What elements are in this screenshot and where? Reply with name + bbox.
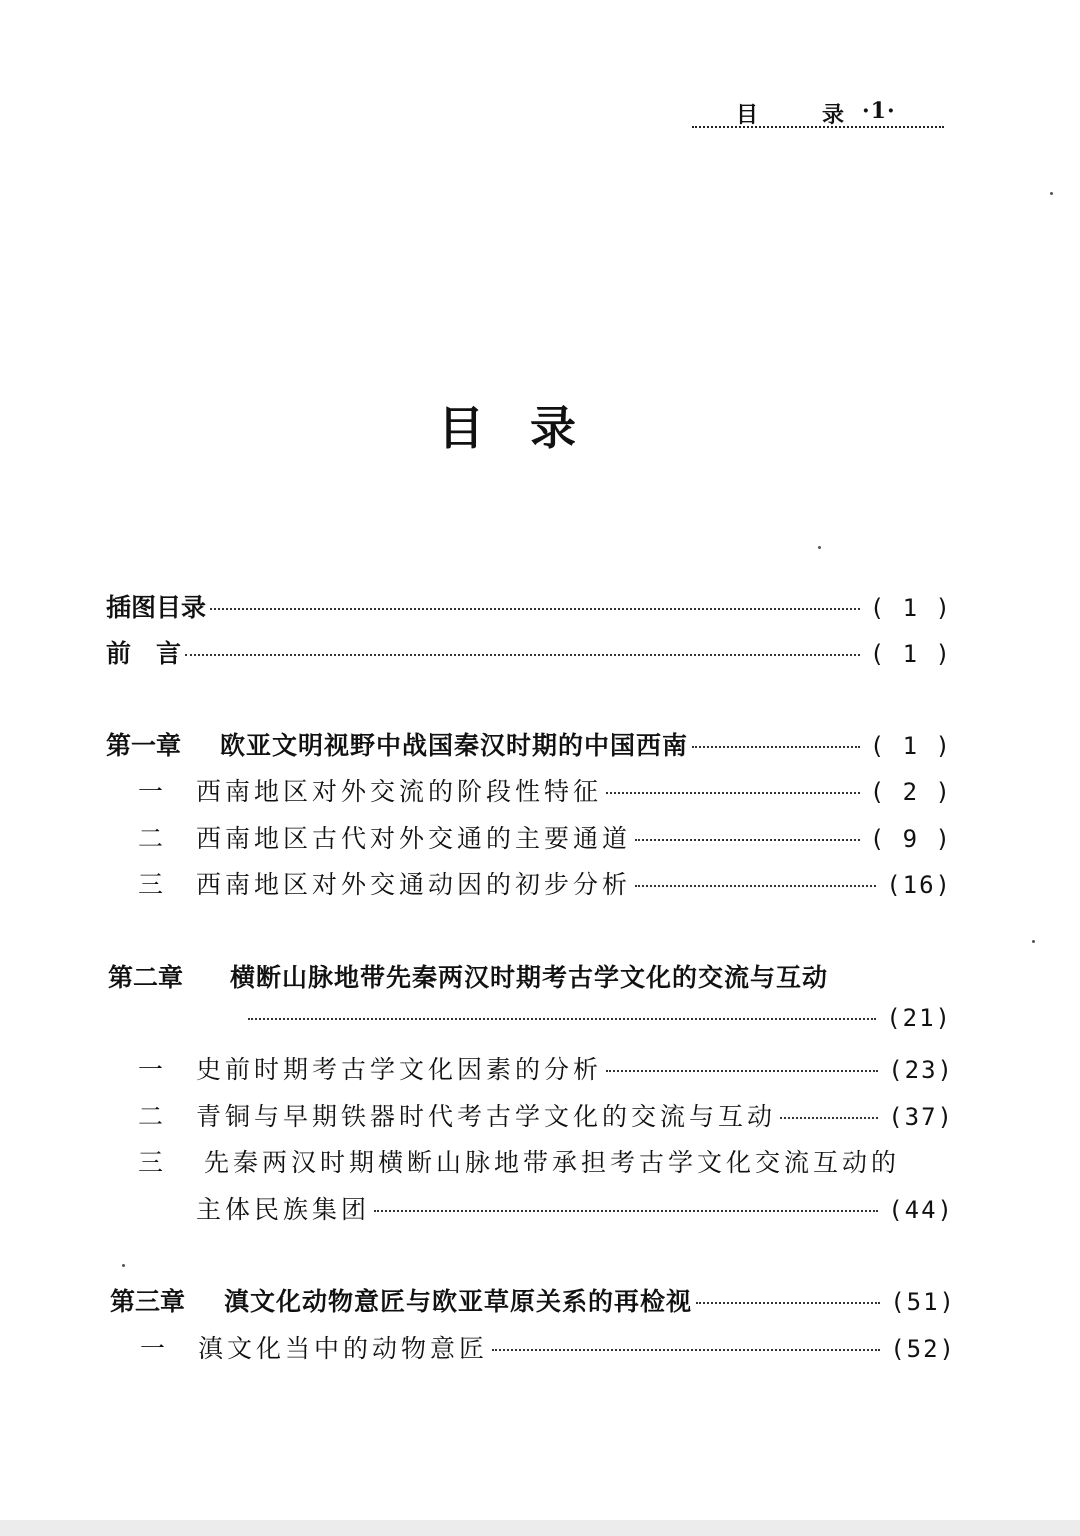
- toc-section-1-3[interactable]: [138, 865, 952, 901]
- toc-section-1-1[interactable]: [138, 772, 952, 808]
- chapter-title: 横断山脉地带先秦两汉时期考古学文化的交流与互动: [229, 963, 828, 992]
- toc-page-ref: (21): [886, 1004, 952, 1032]
- toc-entry-illustrations[interactable]: [106, 588, 952, 624]
- toc-page-ref: ( 2 ): [869, 778, 952, 806]
- section-number: 一: [140, 1334, 166, 1363]
- toc-section-2-3-continued[interactable]: [196, 1190, 954, 1226]
- dot-leader: [374, 1210, 878, 1212]
- dot-leader: [780, 1117, 878, 1119]
- section-title: 滇文化当中的动物意匠: [198, 1334, 489, 1363]
- toc-section-3-1[interactable]: [140, 1329, 956, 1365]
- section-title: 青铜与早期铁器时代考古学文化的交流与互动: [196, 1102, 777, 1131]
- section-title: 先秦两汉时期横断山脉地带承担考古学文化交流互动的: [203, 1148, 900, 1177]
- toc-chapter-2[interactable]: [108, 958, 828, 994]
- toc-section-2-1[interactable]: [138, 1050, 954, 1086]
- section-title-continued: 主体民族集团: [196, 1195, 371, 1224]
- section-title: 西南地区古代对外交通的主要通道: [196, 824, 632, 853]
- toc-chapter-3[interactable]: [110, 1282, 956, 1318]
- toc-page-ref: ( 1 ): [869, 594, 952, 622]
- running-header-right: 录: [822, 102, 846, 128]
- page-title: 目录: [438, 401, 622, 455]
- header-rule: [692, 126, 944, 128]
- running-header: [692, 98, 944, 132]
- chapter-label: 第三章: [110, 1287, 186, 1316]
- section-number: 一: [138, 777, 164, 806]
- toc-section-2-3[interactable]: [138, 1143, 900, 1179]
- toc-page-ref: ( 1 ): [869, 732, 952, 760]
- dot-leader: [635, 839, 860, 841]
- section-number: 二: [138, 824, 164, 853]
- toc-page-ref: (51): [890, 1288, 956, 1316]
- toc-page-ref: (52): [890, 1335, 956, 1363]
- toc-section-1-2[interactable]: [138, 819, 952, 855]
- section-number: 二: [138, 1102, 164, 1131]
- toc-page-ref: ( 9 ): [869, 825, 952, 853]
- toc-section-2-2[interactable]: [138, 1097, 954, 1133]
- toc-page-ref: (23): [888, 1056, 954, 1084]
- chapter-label: 第二章: [108, 963, 184, 992]
- toc-page-ref: (37): [888, 1103, 954, 1131]
- toc-page-ref: ( 1 ): [869, 640, 952, 668]
- dot-leader: [692, 746, 860, 748]
- dot-leader: [606, 792, 860, 794]
- toc-page-ref: (16): [886, 871, 952, 899]
- viewer-bottom-strip: [0, 1520, 1080, 1536]
- toc-chapter-2-page-line[interactable]: [248, 1004, 952, 1032]
- section-number: 三: [138, 1148, 164, 1177]
- dot-leader: [185, 654, 860, 656]
- scan-speck: [122, 1264, 125, 1267]
- section-title: 史前时期考古学文化因素的分析: [196, 1055, 603, 1084]
- scan-speck: [1032, 940, 1035, 943]
- toc-entry-text: 前 言: [106, 639, 182, 668]
- toc-entry-preface[interactable]: [106, 634, 952, 670]
- page-number: ·1·: [862, 98, 896, 124]
- section-title: 西南地区对外交通动因的初步分析: [196, 870, 632, 899]
- scan-speck: [818, 546, 821, 549]
- running-header-left: 目: [736, 102, 760, 128]
- dot-leader: [635, 885, 876, 887]
- dot-leader: [606, 1070, 878, 1072]
- section-title: 西南地区对外交流的阶段性特征: [196, 777, 603, 806]
- toc-page-ref: (44): [888, 1196, 954, 1224]
- dot-leader: [492, 1349, 880, 1351]
- dot-leader: [696, 1302, 880, 1304]
- chapter-title: 滇文化动物意匠与欧亚草原关系的再检视: [224, 1287, 693, 1316]
- dot-leader: [248, 1018, 876, 1020]
- toc-chapter-1[interactable]: [106, 726, 952, 762]
- dot-leader: [210, 608, 860, 610]
- toc-entry-text: 插图目录: [106, 593, 207, 622]
- section-number: 三: [138, 870, 164, 899]
- section-number: 一: [138, 1055, 164, 1084]
- scan-speck: [1050, 192, 1053, 195]
- chapter-title: 欧亚文明视野中战国秦汉时期的中国西南: [220, 731, 689, 760]
- chapter-label: 第一章: [106, 731, 182, 760]
